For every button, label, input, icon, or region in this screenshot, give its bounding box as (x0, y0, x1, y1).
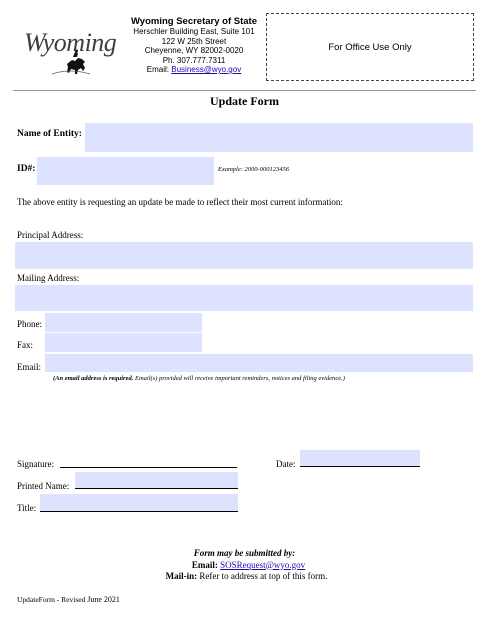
agency-city: Cheyenne, WY 82002-0020 (144, 46, 244, 55)
title-label: Title: (17, 503, 37, 513)
email-label: Email: (17, 362, 41, 372)
agency-street: 122 W 25th Street (161, 36, 227, 46)
footer-form-name: UpdateForm (17, 595, 55, 604)
logo-text: Wyoming (24, 28, 117, 57)
footer-revision (17, 595, 120, 604)
signature-label: Signature: (17, 459, 54, 469)
form-title: Update Form (210, 94, 279, 108)
agency-phone: Ph. 307.777.7311 (162, 55, 226, 65)
submit-mail-label: Mail-in: (165, 571, 198, 581)
submit-email-link[interactable]: SOSRequest@wyo.gov (220, 559, 306, 570)
agency-email-row (124, 65, 264, 75)
email-note-detail: Email(s) provided will receive important reminders, notices and filing evidence.) (133, 375, 345, 382)
fax-input[interactable] (45, 333, 202, 352)
agency-email-link[interactable]: Business@wyo.gov (171, 65, 242, 74)
date-label: Date: (276, 459, 296, 469)
agency-name: Wyoming Secretary of State (130, 16, 257, 27)
email-note (53, 375, 345, 382)
footer-sep: - Revised (54, 595, 88, 604)
signature-line[interactable] (60, 453, 237, 468)
submit-email-label: Email: (191, 559, 218, 570)
entity-name-input[interactable] (85, 123, 473, 152)
entity-name-label: Name of Entity: (17, 129, 82, 139)
principal-address-label: Principal Address: (17, 230, 84, 240)
agency-header (124, 16, 264, 75)
id-example: Example: 2000-000123456 (218, 166, 289, 173)
agency-email-label: Email: (146, 65, 170, 74)
date-input[interactable] (300, 450, 420, 467)
submit-heading: Form may be submitted by: (193, 548, 296, 558)
office-use-label: For Office Use Only (328, 41, 412, 53)
submit-mail-row (0, 571, 489, 583)
email-note-required: (An email address is required. (53, 375, 134, 382)
submit-mail-text: Refer to address at top of this form. (197, 571, 328, 581)
footer-date: June 2021 (87, 595, 120, 604)
printed-name-input[interactable] (75, 472, 238, 489)
title-input[interactable] (40, 494, 238, 512)
update-statement: The above entity is requesting an update be made to reflect their most current information: (17, 197, 343, 207)
id-label: ID#: (17, 164, 36, 174)
agency-building: Herschler Building East, Suite 101 (133, 27, 255, 36)
header-divider (13, 90, 476, 91)
email-input[interactable] (45, 354, 473, 372)
submit-email-row (0, 560, 489, 572)
principal-address-input[interactable] (15, 242, 473, 269)
phone-label: Phone: (17, 319, 43, 329)
submit-info (0, 548, 489, 583)
mailing-address-input[interactable] (15, 285, 473, 311)
id-input[interactable] (37, 157, 214, 185)
mailing-address-label: Mailing Address: (17, 273, 80, 283)
fax-label: Fax: (17, 340, 34, 350)
printed-name-label: Printed Name: (17, 481, 70, 491)
wyoming-logo (22, 24, 120, 82)
office-use-box (266, 13, 474, 81)
phone-input[interactable] (45, 313, 202, 332)
